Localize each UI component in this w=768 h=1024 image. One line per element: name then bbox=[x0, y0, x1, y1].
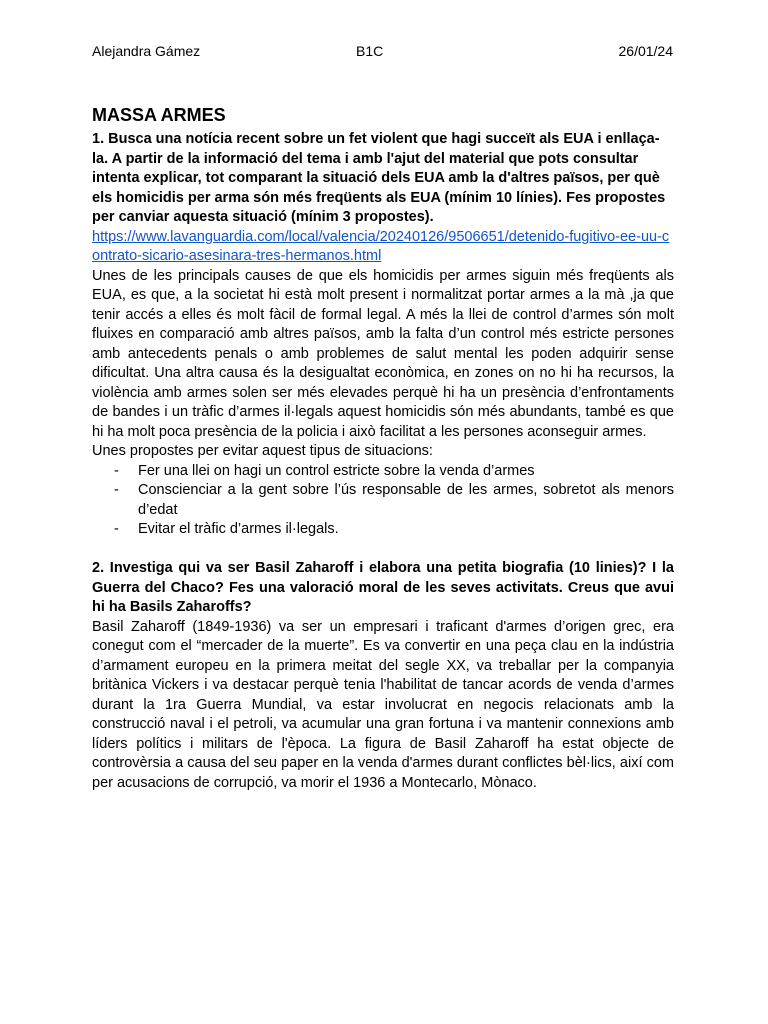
header-date: 26/01/24 bbox=[618, 43, 673, 59]
page-header bbox=[92, 43, 673, 61]
proposals-intro: Unes propostes per evitar aquest tipus de situacions: bbox=[92, 443, 433, 459]
proposal-text: Fer una llei on hagi un control estricte sobre la venda d’armes bbox=[138, 462, 535, 479]
blank-line bbox=[92, 540, 674, 560]
bullet-dash: - bbox=[114, 462, 119, 479]
question-1: 1. Busca una notícia recent sobre un fet violent que hagi succeït als EUA i enllaça-la. A partir de la informació del tema i amb l'ajut del material que pots consultar intenta explicar, tot comparant la situació dels EUA amb la d'altres països, per què els homicidis per arma són més freqüents als EUA (mínim 10 línies). Fes propostes per canviar aquesta situació (mínim 3 propostes). bbox=[92, 131, 666, 225]
list-item bbox=[92, 520, 674, 540]
bullet-dash: - bbox=[114, 482, 119, 498]
bullet-dash: - bbox=[114, 521, 119, 537]
question-2: 2. Investiga qui va ser Basil Zaharoff i elabora una petita biografia (10 linies)? I la Guerra del Chaco? Fes una valoració moral de les seves activitats. Creus que avui hi ha Basils Zaharoffs? bbox=[92, 560, 674, 615]
proposals-list bbox=[92, 462, 674, 540]
header-level: B1C bbox=[356, 43, 384, 59]
document-body bbox=[92, 104, 674, 793]
answer-2: Basil Zaharoff (1849-1936) va ser un empresari i traficant d'armes d’origen grec, era conegut com el “mercader de la muerte”. Es va convertir en una peça clau en la indústria d’armament europeu en la primera meitat del segle XX, va treballar per la companyia britànica Vickers i va destacar perquè tenia l'habilitat de tancar acords de venda d’armes durant la 1ra Guerra Mundial, va estar involucrat en negocis relacionats amb la construcció naval i el petroli, va acumular una gran fortuna i va mantenir connexions amb líders polítics i militars de l'època. La figura de Basil Zaharoff ha estat objecte de controvèrsia a causa del seu paper en la venda d'armes durant conflictes bèl·lics, així com per acusacions de corrupció, va morir el 1936 a Montecarlo, Mònaco. bbox=[92, 618, 674, 791]
list-item bbox=[92, 481, 674, 520]
answer-1: Unes de les principals causes de que els homicidis per armes siguin més freqüents als EUA, es que, a la societat hi està molt present i normalitzat portar armes a la mà ,ja que tenir accés a elles és molt fàcil de formal legal. A més la llei de control d’armes són molt fluixes en comparació amb altres països, amb la falta d’un control més estricte persones amb antecedents penals o amb problemes de salut mental les poden adquirir sense dificultat. Una altra causa és la desigualtat econòmica, en zones on no hi ha recursos, la violència amb armes solen ser més elevades perquè hi ha un presència d’enfrontaments de bandes i un tràfic d’armes il·legals aquest homicidis són més abundants, també es que hi ha molt poca presència de la policia i això facilitat a les persones aconseguir armes. bbox=[92, 267, 674, 440]
proposal-text: Conscienciar a la gent sobre l’ús responsable de les armes, sobretot als menors d’edat bbox=[138, 482, 674, 518]
proposal-text: Evitar el tràfic d’armes il·legals. bbox=[138, 521, 339, 537]
list-item bbox=[92, 462, 674, 482]
document-title: MASSA ARMES bbox=[92, 105, 226, 125]
header-author: Alejandra Gámez bbox=[92, 43, 201, 59]
news-link[interactable]: https://www.lavanguardia.com/local/valencia/20240126/9506651/detenido-fugitivo-ee-uu-contrato-sicario-asesinara-tres-hermanos.html bbox=[92, 228, 670, 264]
